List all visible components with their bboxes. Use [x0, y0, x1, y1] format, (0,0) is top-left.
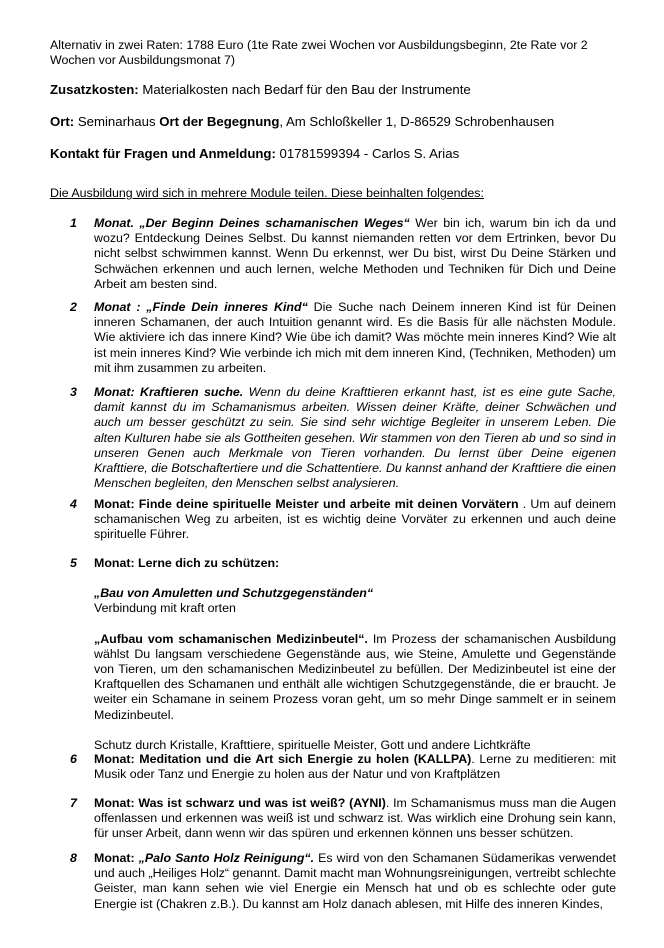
module-text: Wenn du deine Krafttieren erkannt hast, ist es eine gute Sache, damit kannst du im Schamanismus arbeiten. Wissen deiner Kräfte, deiner Schwächen und auch um besser geschützt zu sein. Sie sind sehr wichtige Begleiter in unserem Leben. Die alten Kulturen habe sie als Gottheiten gesehen. Wir stammen von den Tieren ab und so sind in unseren Genen auch Merkmale von Tieren vorhanden. Du lernst über Deine eigenen Krafttiere, die Botschaftertiere und die Schattentiere. Du kannst anhand der Krafttiere die einen Menschen begleiten, den Menschen selbst analysieren.: [94, 385, 616, 491]
module-title: Monat: Lerne dich zu schützen:: [94, 556, 280, 570]
module-text: Wer bin ich, warum bin ich da und wozu? Entdeckung Deines Selbst. Du kannst niemanden retten vor dem Ertrinken, bevor Du nicht selbst schwimmen kannst. Wenn Du erkennst, wer Du bist, wirst Du Deine Stärken und Schwächen erkennen und auch lernen, welche Methoden und Techniken für Dich und Deine Arbeit am besten sind.: [94, 216, 616, 291]
module-number: 7: [70, 796, 77, 810]
medicine-bag-text: Im Prozess der schamanischen Ausbildung wählst Du langsam verschiedene Gegenstände aus, wie Steine, Amulette und Gegenstände von Tieren, um den schamanischen Medizinbeutel zu befüllen. Der Medizinbeutel ist eine der Kraftquellen des Schamanen und enthält alle wichtigen Schutzgegenstände, die er braucht. Je weiter ein Schamane in seinem Prozess voran geht, um so mehr Dinge sammelt er in seinem Medizinbeutel.: [94, 631, 616, 722]
price-installments: Alternativ in zwei Raten: 1788 Euro (1te Rate zwei Wochen vor Ausbildungsbeginn, 2te Rate vor 2 Wochen vor Ausbildungsmonat 7): [50, 38, 588, 68]
module-text: Die Suche nach Deinem inneren Kind ist für Deinen inneren Schamanen, der auch Intuition genannt wird. Es die Basis für alle nächsten Module. Wie aktiviere ich das innere Kind? Wie übe ich damit? Was möchte mein inneres Kind? Wie alt ist mein inneres Kind? Wie verbinde ich mich mit dem inneren Kind, (Techniken, Methoden) um mit ihm zusammen zu arbeiten.: [94, 300, 616, 375]
module-text: Es wird von den Schamanen Südamerikas verwendet und auch „Heiliges Holz“ genannt. Damit macht man Wohnungsreinigungen, vertreibt schlechte Geister, man kann sehen wie viel Energie ein Mensch hat und ob es schlechte oder gute Energie ist (Chakren z.B.). Du kannst am Holz danach ablesen, mit Hilfe des inneren Kindes,: [94, 851, 616, 911]
module-6: [70, 752, 616, 782]
module-text: . Um auf deinem schamanischen Weg zu arbeiten, ist es wichtig deine Vorväter zu erkennen und auch deine spirituelle Führer.: [94, 497, 616, 542]
module-title: Monat : „Finde Dein inneres Kind“: [94, 300, 308, 314]
module-number: 2: [70, 300, 77, 314]
contact: [50, 146, 625, 161]
module-1: [70, 216, 616, 292]
contact-text: 01781599394 - Carlos S. Arias: [275, 146, 460, 161]
module-text: . Lerne zu meditieren: mit Musik oder Tanz und Energie zu holen aus der Natur und von Kraftplätzen: [94, 752, 616, 782]
module-text: . Im Schamanismus muss man die Augen offenlassen und erkennen was weiß ist und schwarz ist. Was wirklich eine Drohung sein kann, für unser Arbeit, dann wenn wir das spüren und erkennen können uns besser schützen.: [94, 796, 616, 841]
module-number: 4: [70, 497, 77, 511]
module-title: Monat. „Der Beginn Deines schamanischen Weges“: [94, 216, 410, 230]
location-text-b: , Am Schloßkeller 1, D-86529 Schrobenhausen: [279, 114, 555, 129]
amulet-title: „Bau von Amuletten und Schutzgegenständen“: [94, 586, 374, 601]
module-title: Monat: Finde deine spirituelle Meister und arbeite mit deinen Vorvätern: [94, 497, 519, 511]
module-3: [70, 385, 616, 491]
module-title: Monat: Meditation und die Art sich Energie zu holen (KALLPA): [94, 752, 472, 766]
extra-costs-text: Materialkosten nach Bedarf für den Bau der Instrumente: [138, 82, 471, 97]
module-title-b: „Palo Santo Holz Reinigung“.: [138, 851, 315, 865]
module-number: 5: [70, 556, 77, 570]
module-2: [70, 300, 616, 376]
module-number: 8: [70, 851, 77, 865]
module-number: 3: [70, 385, 77, 399]
medicine-bag: [94, 632, 616, 723]
location-text-a: Seminarhaus: [74, 114, 160, 129]
protection-text: Schutz durch Kristalle, Krafttiere, spirituelle Meister, Gott und andere Lichtkräfte: [94, 737, 531, 752]
module-title: Monat: Was ist schwarz und was ist weiß? (AYNI): [94, 796, 386, 810]
module-5: [70, 556, 616, 753]
amulet-text: Verbindung mit kraft orten: [94, 601, 236, 616]
module-number: 6: [70, 752, 77, 766]
extra-costs-label: Zusatzkosten:: [50, 82, 139, 97]
location: [50, 114, 625, 129]
module-8: [70, 851, 616, 912]
medicine-bag-title: „Aufbau vom schamanischen Medizinbeutel“.: [94, 631, 368, 646]
location-label: Ort:: [50, 114, 75, 129]
modules-intro: Die Ausbildung wird sich in mehrere Module teilen. Diese beinhalten folgendes:: [50, 186, 484, 200]
module-title: Monat: Kraftieren suche.: [94, 385, 244, 399]
module-title-a: Monat:: [94, 851, 139, 865]
location-venue: Ort der Begegnung: [159, 114, 280, 129]
module-7: [70, 796, 616, 842]
contact-label: Kontakt für Fragen und Anmeldung:: [50, 146, 276, 161]
module-4: [70, 497, 616, 543]
module-number: 1: [70, 216, 77, 230]
extra-costs: [50, 82, 625, 97]
